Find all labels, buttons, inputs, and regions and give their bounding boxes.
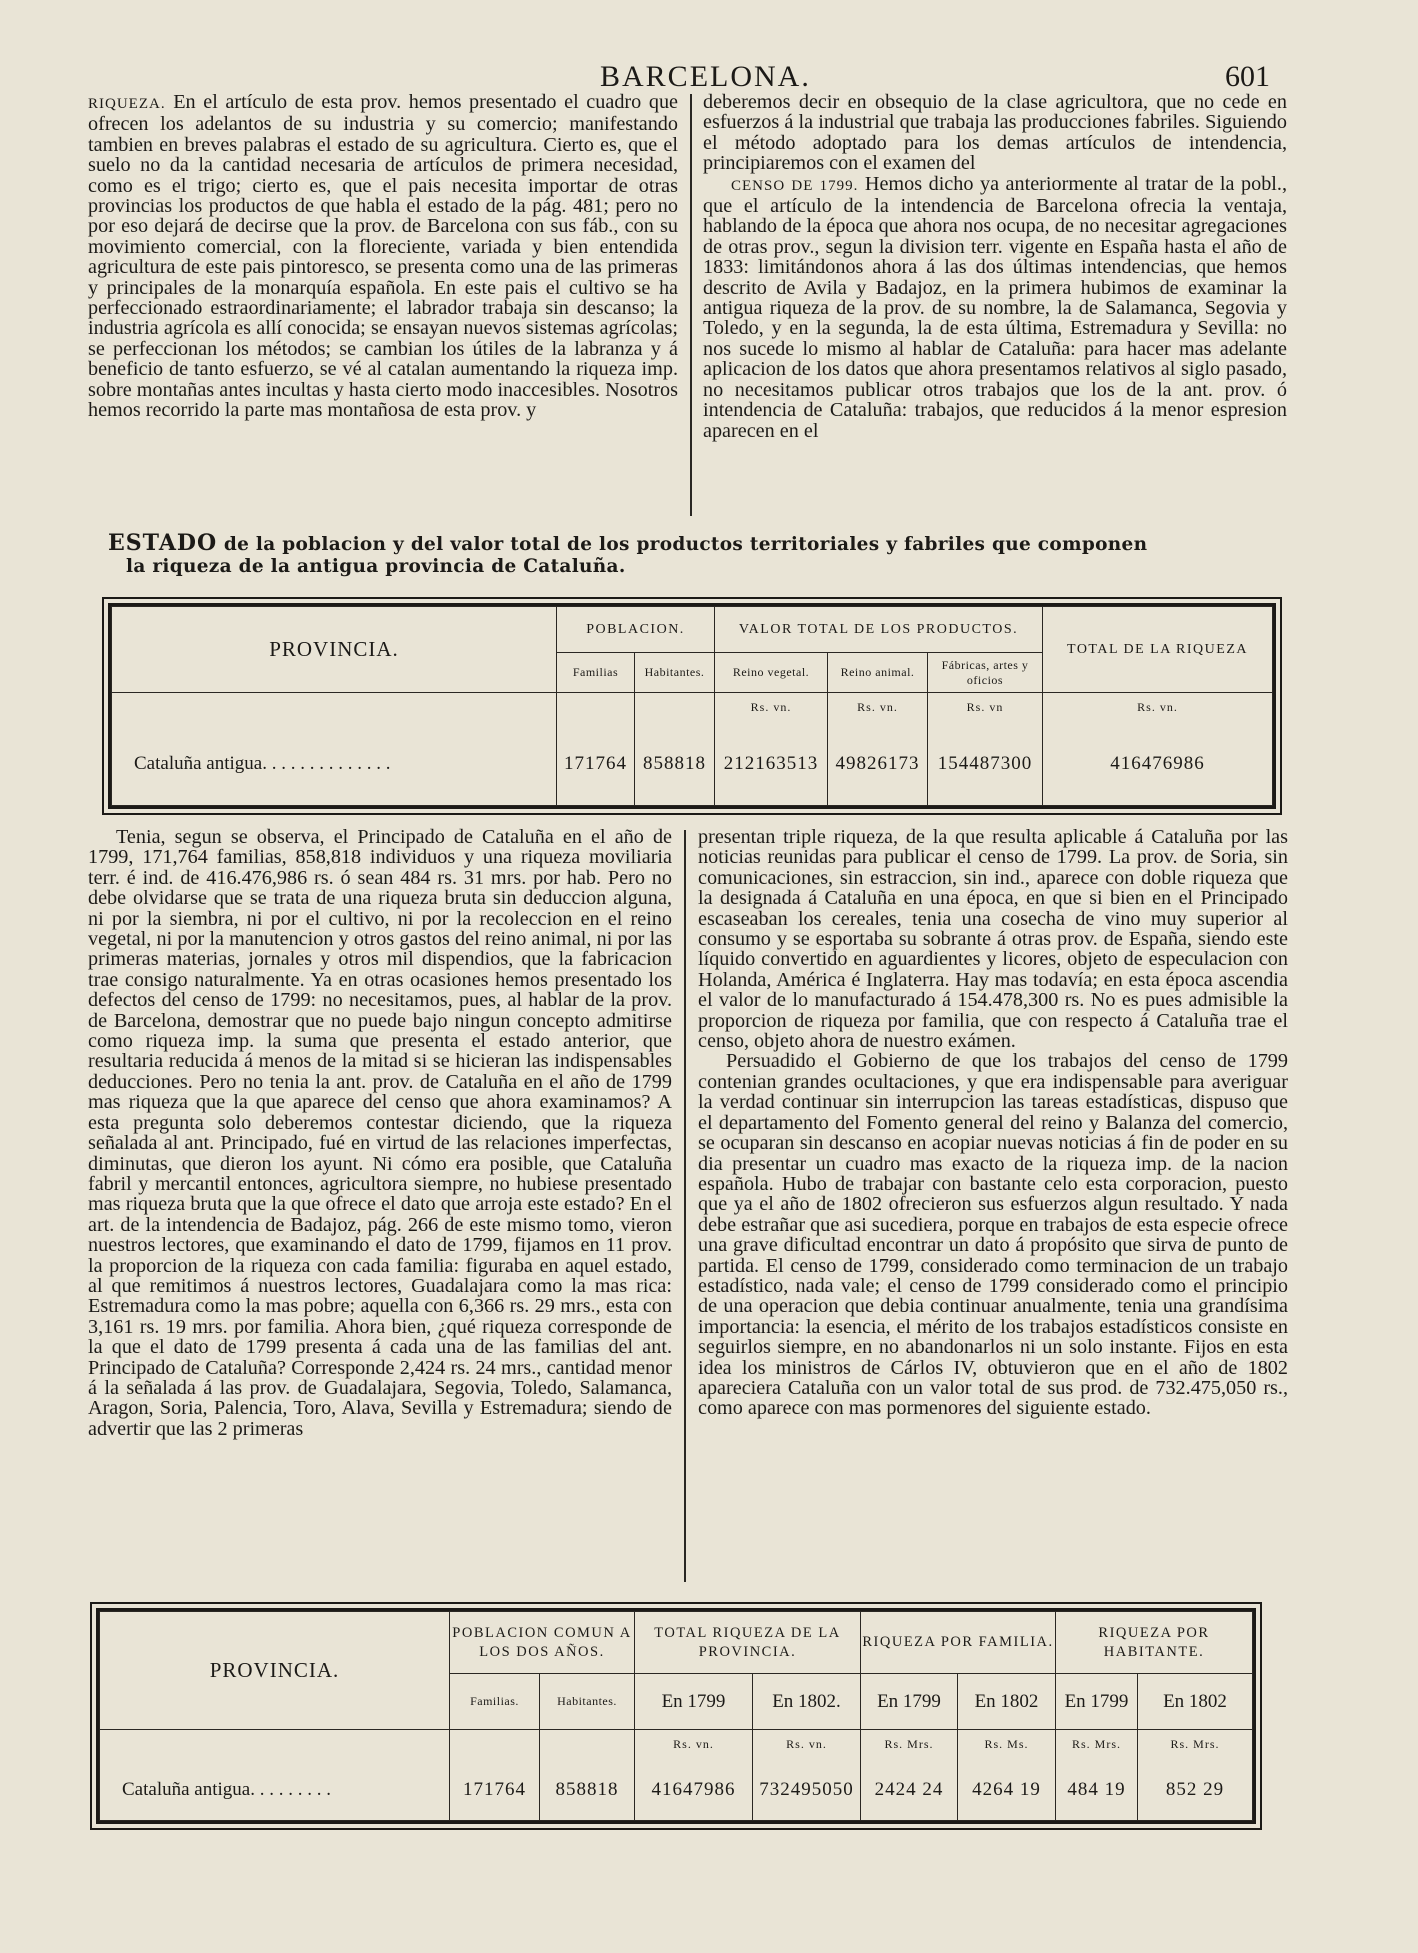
- section-lead: CENSO DE 1799.: [731, 177, 859, 194]
- intro-right-paragraph: [703, 174, 1287, 441]
- provincia-header: PROVINCIA.: [112, 607, 557, 693]
- unit-label: Rs. vn: [928, 693, 1043, 723]
- table-caption: [108, 532, 1278, 578]
- intro-right-paragraph: [703, 92, 1287, 174]
- familias-value: 171764: [557, 723, 635, 806]
- column-divider: [684, 830, 686, 1582]
- page-number: 601: [1225, 60, 1270, 93]
- year-header: En 1802.: [753, 1674, 861, 1730]
- year-header: En 1799: [861, 1674, 958, 1730]
- unit-label: Rs. Mrs.: [861, 1730, 958, 1760]
- year-header: En 1802: [1138, 1674, 1253, 1730]
- intro-right-column: [703, 92, 1287, 441]
- year-header: En 1799: [635, 1674, 753, 1730]
- caption-line-2: la riqueza de la antigua provincia de Cataluña.: [126, 556, 626, 577]
- habitantes-value: 858818: [635, 723, 715, 806]
- unit-label: Rs. Mrs.: [1138, 1730, 1253, 1760]
- total-1802-value: 732495050: [753, 1760, 861, 1821]
- fabricas-header: Fábricas, artes y oficios: [928, 653, 1043, 693]
- familia-1799-value: 2424 24: [861, 1760, 958, 1821]
- familias-value: 171764: [450, 1760, 540, 1821]
- habitantes-header: Habitantes.: [635, 653, 715, 693]
- row-label: Cataluña antigua. . . . . . . . . . . . . .: [112, 723, 557, 806]
- poblacion-header: POBLACION.: [557, 607, 715, 653]
- unit-label: Rs. vn.: [635, 1730, 753, 1760]
- paragraph-text: deberemos decir en obsequio de la clase agricultora, que no cede en esfuerzos á la industrial que trabaja las producciones fabriles. Siguiendo el método adoptado para los demas artículos de intendencia, principiaremos con el examen del: [703, 91, 1287, 175]
- familia-1802-value: 4264 19: [958, 1760, 1056, 1821]
- caption-line-1: de la poblacion y del valor total de los productos territoriales y fabriles que componen: [217, 534, 1148, 555]
- familias-header: Familias: [557, 653, 635, 693]
- vegetal-value: 212163513: [715, 723, 828, 806]
- body-paragraph: Tenia, segun se observa, el Principado de Cataluña en el año de 1799, 171,764 familias, 858,818 individuos y una riqueza moviliaria terr. é ind. de 416.476,986 rs. ó sean 484 rs. 31 mrs. por hab. Pero no debe olvidarse que se trata de una riqueza bruta sin deduccion alguna, ni por la siembra, ni por el cultivo, ni por la recoleccion en el reino vegetal, ni por la manutencion y otros gastos del reino animal, ni por las primeras materias, jornales y otros mil dispendios, que la fabricacion trae consigo naturalmente. Ya en otras ocasiones hemos presentado los defectos del censo de 1799: no necesitamos, pues, al hablar de la prov. de Barcelona, demostrar que no puede bajo ningun concepto admitirse como riqueza imp. la suma que presenta el estado anterior, que resultaria reducida á menos de la mitad si se hicieran las indispensables deducciones. Pero no tenia la ant. prov. de Cataluña en el año de 1799 mas riqueza que la que aparece del censo que ahora examinamos? A esta pregunta solo deberemos contestar diciendo, que la riqueza señalada al ant. Principado, fué en virtud de las relaciones imperfectas, diminutas, que dieron los ayunt. Ni cómo era posible, que Cataluña fabril y mercantil entonces, agricultora siempre, no hubiese presentado mas riqueza bruta que la que ofrece el dato que arroja este estado? En el art. de la intendencia de Badajoz, pág. 266 de este mismo tomo, vieron nuestros lectores, que examinando el dato de 1799, fijamos en 11 prov. la proporcion de la riqueza con cada familia: figuraba en aquel estado, al que remitimos á nuestros lectores, Guadalajara como la mas rica: Estremadura como la mas pobre; aquella con 6,366 rs. 29 mrs., esta con 3,161 rs. 19 mrs. por familia. Ahora bien, ¿qué riqueza corresponde de la que el dato de 1799 presenta á cada una de las familias del ant. Principado de Cataluña? Corresponde 2,424 rs. 24 mrs., cantidad menor á la señalada á las prov. de Guadalajara, Segovia, Toledo, Salamanca, Aragon, Soria, Palencia, Toro, Alava, Sevilla y Estremadura; siendo de advertir que las 2 primeras: [88, 826, 672, 1440]
- body-paragraph: presentan triple riqueza, de la que resulta aplicable á Cataluña por las noticias reunidas para publicar el censo de 1799. La prov. de Soria, sin comunicaciones, sin estraccion, sin ind., aparece con doble riqueza que la designada á Cataluña en una época, en que si bien en el Principado escaseaban los cereales, tenia una cosecha de vino muy superior al consumo y se esportaba su sobrante á otras prov. de España, siendo este líquido convertido en aguardientes y licores, objeto de especulacion con Holanda, América é Inglaterra. Hay mas todavía; en esta época ascendia el valor de lo manufacturado á 154.478,300 rs. No es pues admisible la proporcion de riqueza por familia, que con respecto á Cataluña trae el censo, objeto ahora de nuestro exámen.: [698, 826, 1288, 1053]
- unit-label: Rs. vn.: [828, 693, 928, 723]
- unit-label: Rs. Mrs.: [1056, 1730, 1138, 1760]
- body-left-column: [88, 827, 672, 1439]
- reino-animal-header: Reino animal.: [828, 653, 928, 693]
- paragraph-text: Hemos dicho ya anteriormente al tratar de la pobl., que el artículo de la intendencia de Barcelona ofrecia la ventaja, hablando de la época que ahora nos ocupa, de no necesitar agregaciones de otras prov., segun la division terr. vigente en España hasta el año de 1833: limitándonos ahora á las dos últimas intendencias, que hemos descrito de Avila y Badajoz, en la primera hubimos de examinar la antigua riqueza de la prov. de su nombre, la de Salamanca, Segovia y Toledo, y en la segunda, la de esta última, Estremadura y Sevilla: no nos sucede lo mismo al hablar de Cataluña: para hacer mas adelante aplicacion de los datos que ahora presentamos relativos al siglo pasado, no necesitamos publicar otros trabajos que los de la ant. prov. ó intendencia de Cataluña: trabajos, que reducidos á la menor espresion aparecen en el: [703, 172, 1288, 442]
- table-row: [100, 1760, 1253, 1821]
- wealth-comparison-table: [96, 1608, 1256, 1824]
- familias-header: Familias.: [450, 1674, 540, 1730]
- provincia-header: PROVINCIA.: [100, 1612, 450, 1730]
- body-paragraph: Persuadido el Gobierno de que los trabajos del censo de 1799 contenian grandes ocultaciones, y que era indispensable para averiguar la verdad continuar sin interrupcion las tareas estadísticas, dispuso que el departamento del Fomento general del reino y Balanza del comercio, se ocuparan sin descanso en acopiar nuevas noticias á fin de poder en su dia presentar un cuadro mas exacto de la riqueza imp. de la nacion española. Hubo de trabajar con bastante celo esta corporacion, puesto que ya el año de 1802 ofrecieron sus esfuerzos algun resultado. Y nada debe estrañar que asi sucediera, porque en trabajos de esta especie ofrece una grave dificultad encontrar un dato á propósito que sirva de punto de partida. El censo de 1799, considerado como terminacion de un trabajo estadístico, nada vale; el censo de 1799 considerado como el principio de una operacion que debia continuar anualmente, tenia una grandísima importancia: la esencia, el mérito de los trabajos estadísticos consiste en seguirlos siempre, en no abandonarlos ni un solo instante. Fijos en esta idea los ministros de Cárlos IV, obtuvieron que en el año de 1802 apareciera Cataluña con un valor total de sus prod. de 732.475,050 rs., como aparece con mas pormenores del siguiente estado.: [698, 1050, 1288, 1420]
- habitantes-value: 858818: [540, 1760, 635, 1821]
- population-wealth-table: [108, 603, 1276, 809]
- intro-left-paragraph: [88, 92, 678, 421]
- animal-value: 49826173: [828, 723, 928, 806]
- unit-label: Rs. vn.: [1043, 693, 1273, 723]
- reino-vegetal-header: Reino vegetal.: [715, 653, 828, 693]
- total-value: 416476986: [1043, 723, 1273, 806]
- section-lead: RIQUEZA.: [88, 96, 166, 112]
- table-row: [112, 723, 1273, 806]
- unit-label: Rs. vn.: [753, 1730, 861, 1760]
- total-riqueza-header: TOTAL DE LA RIQUEZA: [1043, 607, 1273, 693]
- habitante-1799-value: 484 19: [1056, 1760, 1138, 1821]
- habitantes-header: Habitantes.: [540, 1674, 635, 1730]
- body-right-column: [698, 827, 1288, 1419]
- unit-label: Rs. vn.: [715, 693, 828, 723]
- valor-header: VALOR TOTAL DE LOS PRODUCTOS.: [715, 607, 1043, 653]
- caption-lead: ESTADO: [108, 530, 218, 556]
- fabricas-value: 154487300: [928, 723, 1043, 806]
- year-header: En 1799: [1056, 1674, 1138, 1730]
- unit-label: Rs. Ms.: [958, 1730, 1056, 1760]
- riqueza-habitante-header: RIQUEZA POR HABITANTE.: [1056, 1612, 1253, 1674]
- page-title: BARCELONA.: [600, 60, 811, 93]
- riqueza-familia-header: RIQUEZA POR FAMILIA.: [861, 1612, 1056, 1674]
- total-riqueza-header: TOTAL RIQUEZA DE LA PROVINCIA.: [635, 1612, 861, 1674]
- habitante-1802-value: 852 29: [1138, 1760, 1253, 1821]
- total-1799-value: 41647986: [635, 1760, 753, 1821]
- column-divider: [690, 94, 692, 516]
- row-label: Cataluña antigua. . . . . . . . .: [100, 1760, 450, 1821]
- poblacion-header: POBLACION COMUN A LOS DOS AÑOS.: [450, 1612, 635, 1674]
- intro-left-column: [88, 92, 678, 421]
- paragraph-text: En el artículo de esta prov. hemos presentado el cuadro que ofrecen los adelantos de su industria y su comercio; manifestando tambien en breves palabras el estado de su agricultura. Cierto es, que el suelo no da la cantidad necesaria de artículos de primera necesidad, como es el trigo; cierto es, que el pais necesita importar de otras provincias los productos de que habla el estado de la pág. 481; pero no por eso dejará de decirse que la prov. de Barcelona con sus fáb., con su movimiento comercial, con la floreciente, variada y bien entendida agricultura de este pais pintoresco, se presenta como una de las primeras y principales de la monarquía española. En este pais el cultivo se ha perfeccionado estraordinariamente; el labrador trabaja sin descanso; la industria agrícola es allí conocida; se ensayan nuevos sistemas agrícolas; se perfeccionan los métodos; se cambian los útiles de la labranza y á beneficio de tanto esfuerzo, se vé al catalan aumentando la riqueza imp. sobre montañas antes incultas y hasta cierto modo inaccesibles. Nosotros hemos recorrido la parte mas montañosa de esta prov. y: [88, 91, 678, 422]
- year-header: En 1802: [958, 1674, 1056, 1730]
